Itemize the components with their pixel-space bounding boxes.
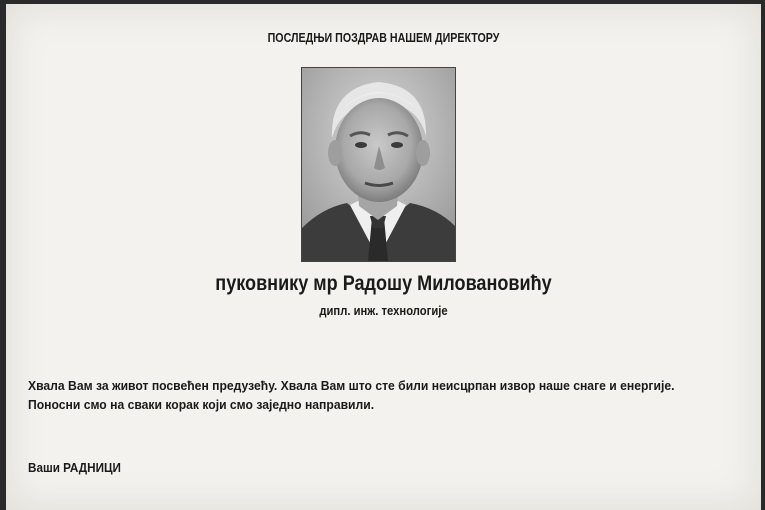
deceased-name: пуковнику мр Радошу Миловановићу [215,272,552,295]
notice-message [28,376,739,414]
notice-signature: Ваши РАДНИЦИ [28,460,121,475]
obituary-notice [6,4,761,510]
deceased-title: дипл. инж. технологије [319,304,448,318]
portrait-photo [301,67,456,262]
message-line-1: Хвала Вам за живот посвећен предузећу. Хвала Вам што сте били неисцрпан извор наше снаге и енергије. [28,378,675,393]
message-line-2: Поносни смо на сваки корак који смо заједно направили. [28,397,375,412]
portrait-image [302,68,455,261]
notice-heading: ПОСЛЕДЊИ ПОЗДРАВ НАШЕМ ДИРЕКТОРУ [267,30,500,45]
